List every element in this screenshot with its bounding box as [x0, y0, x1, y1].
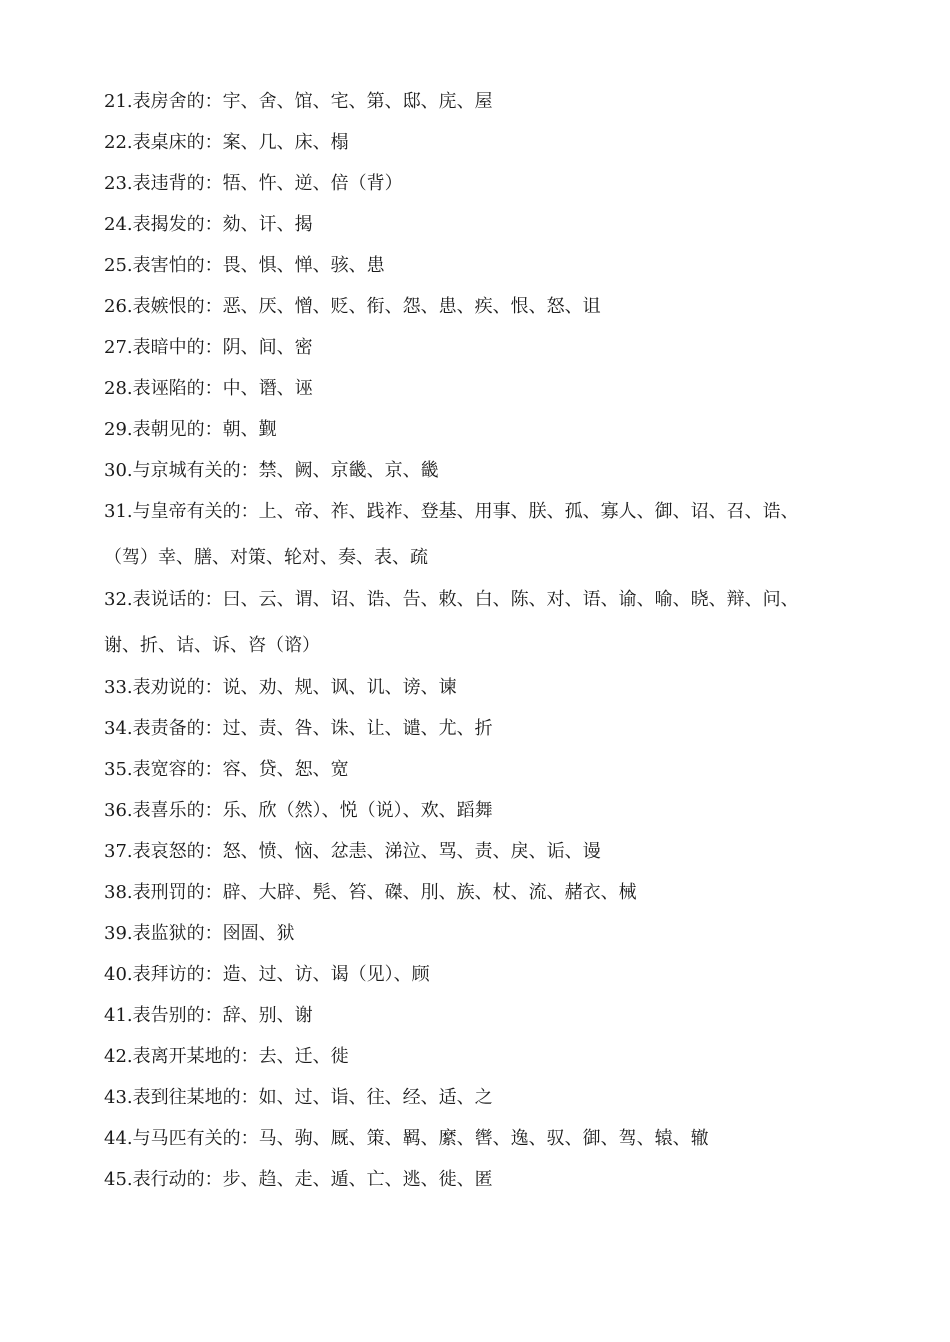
text-line-29: 29.表朝见的：朝、觐: [104, 419, 277, 440]
text-line-32-continued: 谢、折、诘、诉、咨（谘）: [104, 635, 320, 656]
text-line-40: 40.表拜访的：造、过、访、谒（见）、顾: [104, 964, 430, 985]
text-line-31: 31.与皇帝有关的：上、帝、祚、践祚、登基、用事、朕、孤、寡人、御、诏、召、诰、: [104, 501, 799, 522]
text-line-24: 24.表揭发的：劾、讦、揭: [104, 214, 313, 235]
text-line-33: 33.表劝说的：说、劝、规、讽、讥、谤、谏: [104, 677, 457, 698]
text-line-42: 42.表离开某地的：去、迁、徙: [104, 1046, 349, 1067]
text-line-26: 26.表嫉恨的：恶、厌、憎、贬、衔、怨、患、疾、恨、怒、诅: [104, 296, 601, 317]
text-line-21: 21.表房舍的：宇、舍、馆、宅、第、邸、庑、屋: [104, 91, 493, 112]
text-line-38: 38.表刑罚的：辟、大辟、髡、笞、磔、刖、族、杖、流、赭衣、械: [104, 882, 637, 903]
text-line-32: 32.表说话的：曰、云、谓、诏、诰、告、敕、白、陈、对、语、谕、喻、晓、辩、问、: [104, 589, 799, 610]
text-line-45: 45.表行动的：步、趋、走、遁、亡、逃、徙、匿: [104, 1169, 493, 1190]
text-line-27: 27.表暗中的：阴、间、密: [104, 337, 313, 358]
text-line-44: 44.与马匹有关的：马、驹、厩、策、羁、縻、辔、逸、驭、御、驾、辕、辙: [104, 1128, 709, 1149]
text-line-37: 37.表哀怒的：怒、愤、恼、忿恚、涕泣、骂、责、戾、诟、谩: [104, 841, 601, 862]
text-line-31-continued: （驾）幸、膳、对策、轮对、奏、表、疏: [104, 547, 428, 568]
text-line-22: 22.表桌床的：案、几、床、榻: [104, 132, 349, 153]
text-line-23: 23.表违背的：牾、忤、逆、倍（背）: [104, 173, 403, 194]
text-line-30: 30.与京城有关的：禁、阙、京畿、京、畿: [104, 460, 439, 481]
text-line-36: 36.表喜乐的：乐、欣（然）、悦（说）、欢、蹈舞: [104, 800, 493, 821]
text-line-34: 34.表责备的：过、责、咎、诛、让、谴、尤、折: [104, 718, 493, 739]
document-body: [104, 88, 864, 1207]
text-line-25: 25.表害怕的：畏、惧、惮、骇、患: [104, 255, 385, 276]
text-line-41: 41.表告别的：辞、别、谢: [104, 1005, 313, 1026]
text-line-28: 28.表诬陷的：中、谮、诬: [104, 378, 313, 399]
text-line-39: 39.表监狱的：囹圄、狱: [104, 923, 295, 944]
text-line-35: 35.表宽容的：容、贷、恕、宽: [104, 759, 349, 780]
text-line-43: 43.表到往某地的：如、过、诣、往、经、适、之: [104, 1087, 493, 1108]
